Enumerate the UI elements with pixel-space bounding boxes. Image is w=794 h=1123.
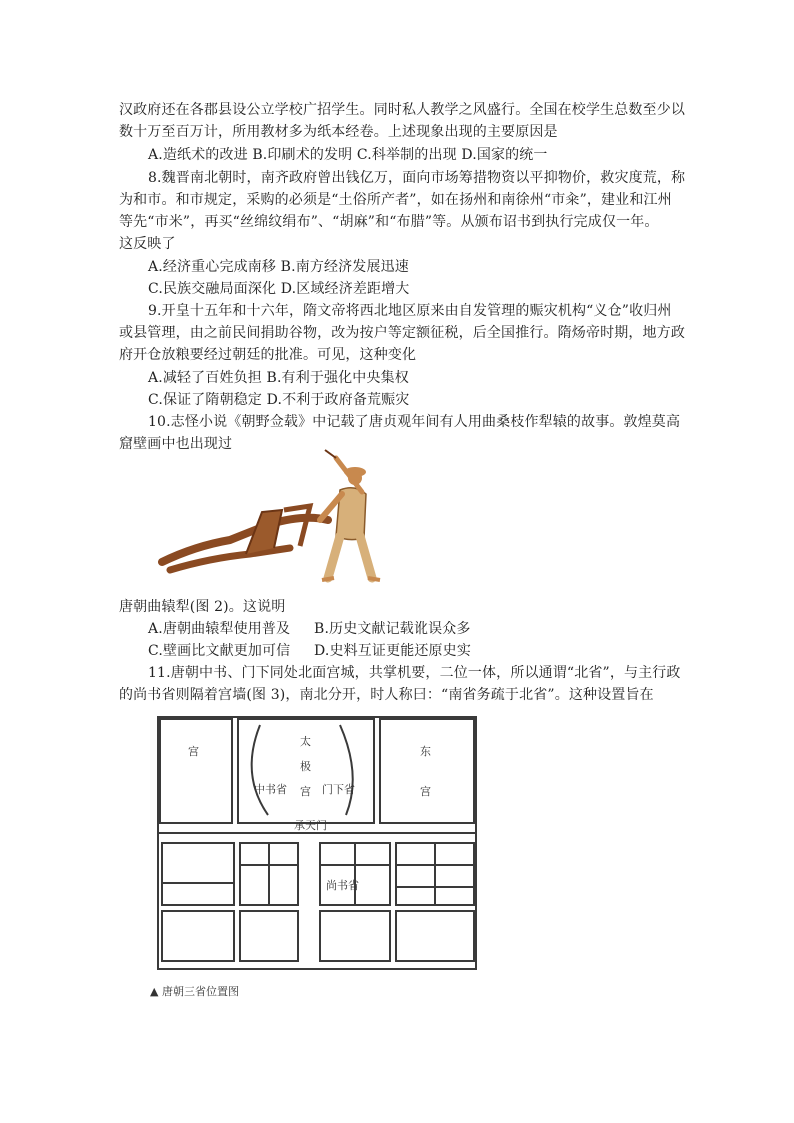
question-8-stem: 等先“市米”，再买“丝绵纹绢布”、“胡麻”和“布腊”等。从颁布诏书到执行完成仅一年。 [119,214,659,230]
map-block-left-palace [160,719,232,823]
three-departments-map [150,715,480,1005]
question-8-stem: 8.魏晋南北朝时，南齐政府曾出钱亿万，面向市场筹措物资以平抑物价，救灾度荒，称 [148,170,686,186]
question-8-stem: 为和市。和市规定，采购的必须是“土俗所产者”，如在扬州和南徐州“市籴”，建业和江州 [119,192,672,208]
map-label-east: 东 [420,745,431,758]
question-10-option-b: B.历史文献记载讹误众多 [314,621,471,637]
question-9-options-cd: C.保证了隋朝稳定 D.不利于政府备荒赈灾 [148,392,410,408]
map-label-menxia: 门下省 [322,783,355,796]
map-block-east-palace [380,719,474,823]
paragraph-line: 汉政府还在各郡县设公立学校广招学生。同时私人教学之风盛行。全国在校学生总数至少以 [119,102,685,118]
question-8-options-cd: C.民族交融局面深化 D.区域经济差距增大 [148,281,410,297]
plow-mural-illustration [150,450,390,590]
map-label-east-gong: 宫 [420,785,431,798]
map-label-tai: 太 [300,735,311,748]
map-label-gong: 宫 [300,785,311,798]
question-9-stem: 府开仓放粮要经过朝廷的批准。可见，这种变化 [119,347,417,363]
map-river [252,725,268,815]
map-label-zhongshu: 中书省 [254,783,287,796]
plow-handle [284,506,310,546]
map-river [340,725,353,815]
question-7-options: A.造纸术的改进 B.印刷术的发明 C.科举制的出现 D.国家的统一 [148,147,548,163]
map-caption: ▲ 唐朝三省位置图 [150,985,239,998]
paragraph-line: 数十万至百万计，所用教材多为纸本经卷。上述现象出现的主要原因是 [119,124,558,140]
map-label-chengtianmen: 承天门 [294,819,327,832]
question-9-stem: 或县管理，由之前民间捐助谷物，改为按户等定额征税，后全国推行。隋炀帝时期，地方政 [119,325,685,341]
farmer-figure [320,450,380,580]
figure-2-caption: 唐朝曲辕犁(图 2)。这说明 [119,599,286,615]
question-11-stem: 11.唐朝中书、门下同处北面宫城，共掌机要，二位一体，所以通谓“北省”，与主行政 [148,665,681,681]
map-label-ji: 极 [300,760,311,773]
question-8-options-ab: A.经济重心完成南移 B.南方经济发展迅速 [148,259,409,275]
question-8-stem: 这反映了 [119,236,176,252]
question-10-option-c: C.壁画比文献更加可信 [148,643,291,659]
question-10-stem: 10.志怪小说《朝野佥载》中记载了唐贞观年间有人用曲桑枝作犁辕的故事。敦煌莫高 [148,414,681,430]
question-10-option-a: A.唐朝曲辕犁使用普及 [148,621,291,637]
question-10-option-d: D.史料互证更能还原史实 [314,643,471,659]
question-11-stem: 的尚书省则隔着宫墙(图 3)，南北分开，时人称曰：“南省务疏于北省”。这种设置旨在 [119,687,654,703]
question-10-stem: 窟壁画中也出现过 [119,436,233,452]
map-label-palace-left-top: 宫 [188,745,199,758]
question-9-options-ab: A.减轻了百姓负担 B.有利于强化中央集权 [148,370,409,386]
question-9-stem: 9.开皇十五年和十六年，隋文帝将西北地区原来由自发管理的赈灾机构“义仓”收归州 [148,303,672,319]
map-label-shangshu: 尚书省 [326,879,359,892]
